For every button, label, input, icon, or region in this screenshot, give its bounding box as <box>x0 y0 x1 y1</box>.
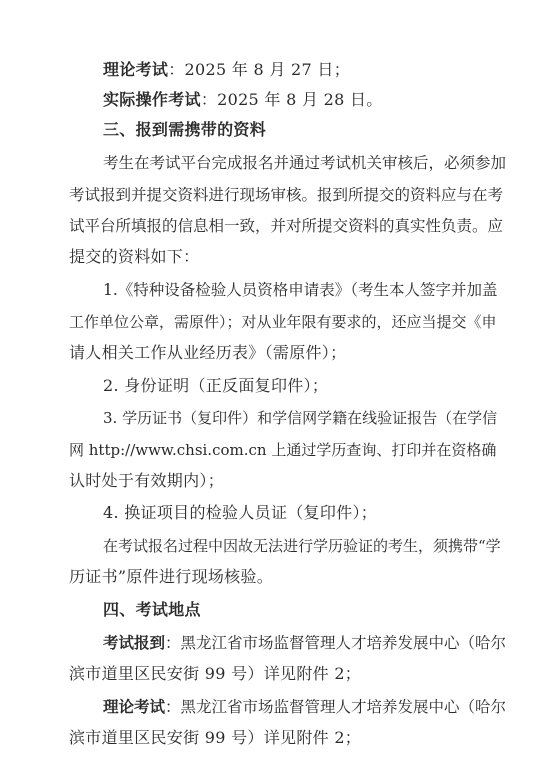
theory-exam-date-line <box>103 60 350 80</box>
item-1-line-1: 1.《特种设备检验人员资格申请表》（考生本人签字并加盖 <box>103 281 498 299</box>
item-3-line-2: 网 http://www.chsi.com.cn 上通过学历查询、打印并在资格确 <box>69 441 497 459</box>
item-3-line-1: 3. 学历证书（复印件）和学信网学籍在线验证报告（在学信 <box>103 409 498 427</box>
section-3-intro-line-2: 考试报到并提交资料进行现场审核。报到所提交的资料应与在考 <box>69 186 504 204</box>
report-location-line-1 <box>103 633 506 653</box>
practical-exam-date: ：2025 年 8 月 28 日。 <box>200 90 383 109</box>
theory-exam-date: ：2025 年 8 月 27 日； <box>168 60 350 79</box>
report-location-line-2: 滨市道里区民安街 99 号）详见附件 2； <box>69 664 362 683</box>
theory-exam-label: 理论考试 <box>103 60 169 79</box>
section-3-heading: 三、报到需携带的资料 <box>103 120 267 139</box>
item-2: 2. 身份证明（正反面复印件）； <box>103 376 329 395</box>
report-location-text: ：黑龙江省市场监督管理人才培养发展中心（哈尔 <box>165 634 507 652</box>
item-3-line-3: 认时处于有效期内）； <box>69 471 225 490</box>
practical-exam-label: 实际操作考试 <box>103 90 201 109</box>
theory-location-label: 理论考试 <box>103 697 166 716</box>
item-4: 4. 换证项目的检验人员证（复印件）； <box>103 503 378 522</box>
item-1-line-2: 工作单位公章，需原件）；对从业年限有要求的，还应当提交《申 <box>69 313 497 331</box>
note-line-2: 历证书”原件进行现场核验。 <box>69 567 274 586</box>
theory-location-text: ：黑龙江省市场监督管理人才培养发展中心（哈尔 <box>165 698 507 716</box>
section-3-intro-line-1: 考生在考试平台完成报名并通过考试机关审核后，必须参加 <box>103 154 507 172</box>
theory-location-line-1 <box>103 697 506 717</box>
report-location-label: 考试报到 <box>103 633 166 652</box>
item-1-line-3: 请人相关工作从业经历表》（需原件）； <box>69 343 347 362</box>
note-line-1: 在考试报名过程中因故无法进行学历验证的考生，须携带“学 <box>103 537 501 555</box>
section-3-intro-line-4: 提交的资料如下： <box>69 247 200 266</box>
section-3-intro-line-3: 试平台所填报的信息相一致，并对所提交资料的真实性负责。应 <box>69 217 504 235</box>
practical-exam-date-line <box>103 90 383 110</box>
section-4-heading: 四、考试地点 <box>103 600 201 619</box>
theory-location-line-2: 滨市道里区民安街 99 号）详见附件 2； <box>69 728 362 747</box>
